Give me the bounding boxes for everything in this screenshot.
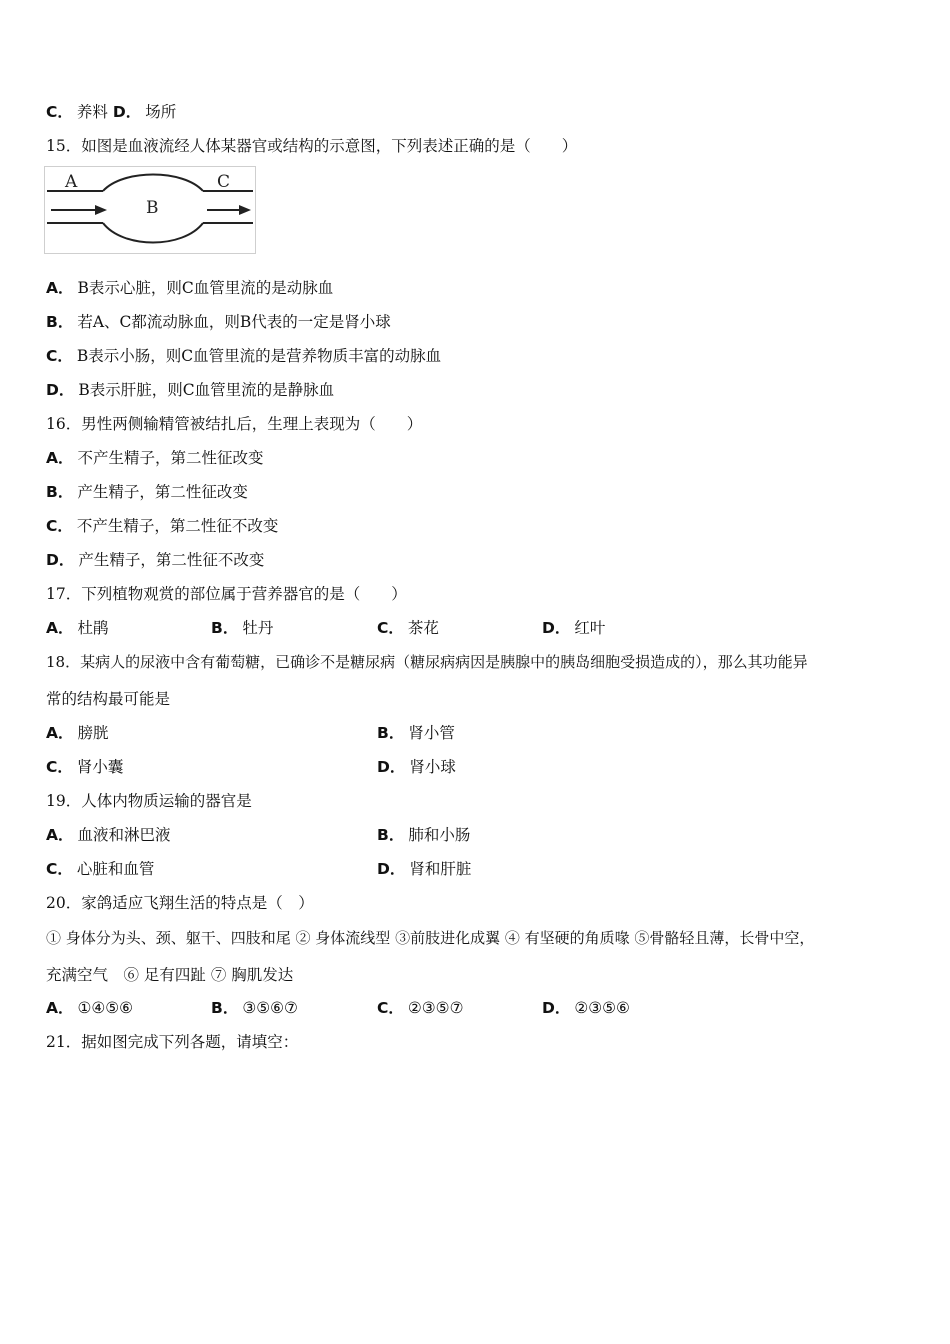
q16-option-c: C． 不产生精子，第二性征不改变 [46,517,279,535]
question-18-stem-line2: 常的结构最可能是 [46,690,171,708]
question-17-stem: 17．下列植物观赏的部位属于营养器官的是（ ） [46,585,407,603]
q18-options-row1 [46,723,906,743]
q20-option-b: B． ③⑤⑥⑦ [211,999,298,1017]
q17-option-c: C． 茶花 [377,619,439,637]
question-21-stem: 21．据如图完成下列各题，请填空： [46,1033,299,1051]
q19-option-a: A． 血液和淋巴液 [46,826,171,844]
question-20-stem: 20．家鸽适应飞翔生活的特点是（ ） [46,894,314,912]
q20-option-c: C． ②③⑤⑦ [377,999,464,1017]
q15-option-d: D． B表示肝脏，则C血管里流的是静脉血 [46,381,335,399]
question-16-stem: 16．男性两侧输精管被结扎后，生理上表现为（ ） [46,415,423,433]
q19-option-d: D． 肾和肝脏 [377,860,472,878]
q18-options-row2 [46,757,906,777]
q19-option-c: C． 心脏和血管 [46,860,155,878]
question-20-items-line1: ① 身体分为头、颈、躯干、四肢和尾 ② 身体流线型 ③前肢进化成翼 ④ 有坚硬的角质喙 ⑤骨骼轻且薄，长骨中空， [46,929,815,947]
question-19-stem: 19．人体内物质运输的器官是 [46,792,252,810]
q18-option-a: A． 膀胱 [46,724,109,742]
q17-options [46,618,906,638]
option-text: 养料 [76,103,108,121]
q15-option-b: B． 若A、C都流动脉血，则B代表的一定是肾小球 [46,313,391,331]
q17-option-d: D． 红叶 [542,619,606,637]
question-15-stem: 15．如图是血液流经人体某器官或结构的示意图，下列表述正确的是（ ） [46,137,578,155]
q17-option-a: A． 杜鹃 [46,619,109,637]
option-label: D． [112,103,142,121]
q19-options-row1 [46,825,906,845]
q20-option-d: D． ②③⑤⑥ [542,999,630,1017]
blood-flow-diagram [44,166,256,254]
q20-option-a: A． ①④⑤⑥ [46,999,134,1017]
q18-option-b: B． 肾小管 [377,724,455,742]
q18-option-d: D． 肾小球 [377,758,456,776]
q19-options-row2 [46,859,906,879]
q18-option-c: C． 肾小囊 [46,758,124,776]
q17-option-b: B． 牡丹 [211,619,274,637]
q20-options [46,998,906,1018]
q16-option-b: B． 产生精子，第二性征改变 [46,483,248,501]
label-b: B [146,198,159,218]
q16-option-d: D． 产生精子，第二性征不改变 [46,551,265,569]
question-20-items-line2: 充满空气 ⑥ 足有四趾 ⑦ 胸肌发达 [46,966,294,984]
option-text: 场所 [145,103,177,121]
q19-option-b: B． 肺和小肠 [377,826,471,844]
q14-options-cd [46,102,176,122]
label-a: A [65,172,78,192]
label-c: C [217,172,231,192]
q15-option-c: C． B表示小肠，则C血管里流的是营养物质丰富的动脉血 [46,347,442,365]
question-18-stem-line1: 18．某病人的尿液中含有葡萄糖，已确诊不是糖尿病（糖尿病病因是胰腺中的胰岛细胞受损造成的），那么其功能异 [46,653,808,671]
q16-option-a: A． 不产生精子，第二性征改变 [46,449,264,467]
q15-option-a: A． B表示心脏，则C血管里流的是动脉血 [46,279,334,297]
option-label: C． [46,103,73,121]
